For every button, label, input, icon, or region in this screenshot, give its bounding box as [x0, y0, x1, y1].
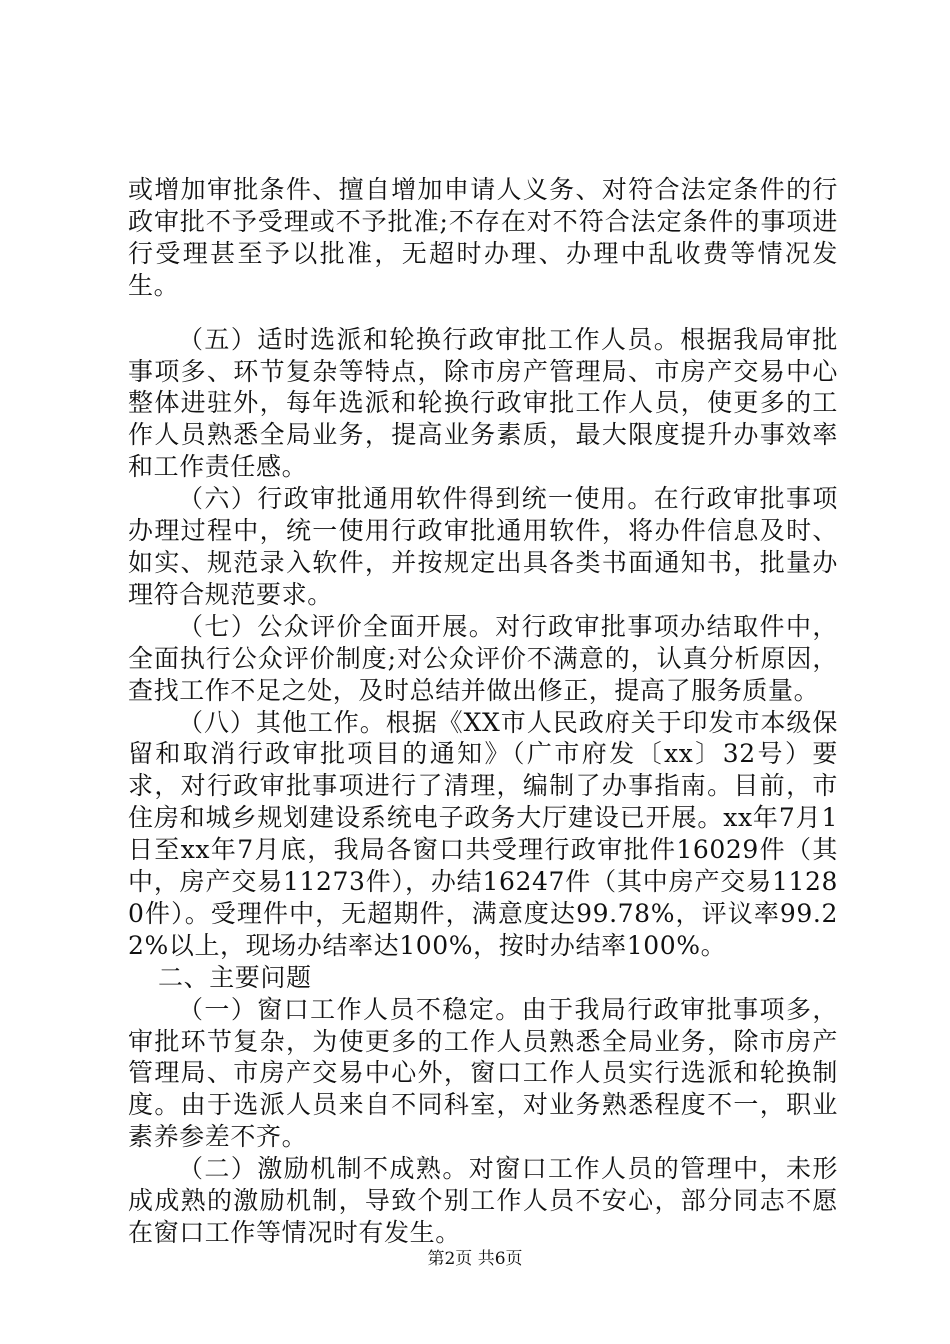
- page-number-footer: 第2页 共6页: [427, 1249, 523, 1269]
- section-heading-main-problems: 二、主要问题: [158, 962, 312, 992]
- paragraph-continuation: 或增加审批条件、擅自增加申请人义务、对符合法定条件的行政审批不予受理或不予批准;不存在对不符合法定条件的事项进行受理甚至予以批准，无超时办理、办理中乱收费等情况发生。: [128, 175, 838, 300]
- paragraph-section-5: （五）适时选派和轮换行政审批工作人员。根据我局审批事项多、环节复杂等特点，除市房产管理局、市房产交易中心整体进驻外，每年选派和轮换行政审批工作人员，使更多的工作人员熟悉全局业务，提高业务素质，最大限度提升办事效率和工作责任感。: [128, 324, 838, 482]
- paragraph-section-6: （六）行政审批通用软件得到统一使用。在行政审批事项办理过程中，统一使用行政审批通用软件，将办件信息及时、如实、规范录入软件，并按规定出具各类书面通知书，批量办理符合规范要求。: [128, 484, 838, 609]
- document-body: [128, 174, 838, 1249]
- paragraph-problem-1: （一）窗口工作人员不稳定。由于我局行政审批事项多，审批环节复杂，为使更多的工作人员熟悉全局业务，除市房产管理局、市房产交易中心外，窗口工作人员实行选派和轮换制度。由于选派人员来自不同科室，对业务熟悉程度不一，职业素养参差不齐。: [128, 994, 838, 1152]
- paragraph-section-7: （七）公众评价全面开展。对行政审批事项办结取件中，全面执行公众评价制度;对公众评价不满意的，认真分析原因，查找工作不足之处，及时总结并做出修正，提高了服务质量。: [128, 611, 838, 705]
- paragraph-problem-2: （二）激励机制不成熟。对窗口工作人员的管理中，未形成成熟的激励机制，导致个别工作人员不安心，部分同志不愿在窗口工作等情况时有发生。: [128, 1154, 838, 1247]
- paragraph-section-8: （八）其他工作。根据《XX市人民政府关于印发市本级保留和取消行政审批项目的通知》（广市府发〔xx〕32号）要求，对行政审批事项进行了清理，编制了办事指南。目前，市住房和城乡规划建设系统电子政务大厅建设已开展。xx年7月1日至xx年7月底，我局各窗口共受理行政审批件16029件（其中，房产交易11273件），办结16247件（其中房产交易11280件）。受理件中，无超期件，满意度达99.78%，评议率99.22%以上，现场办结率达100%，按时办结率100%。: [128, 707, 838, 960]
